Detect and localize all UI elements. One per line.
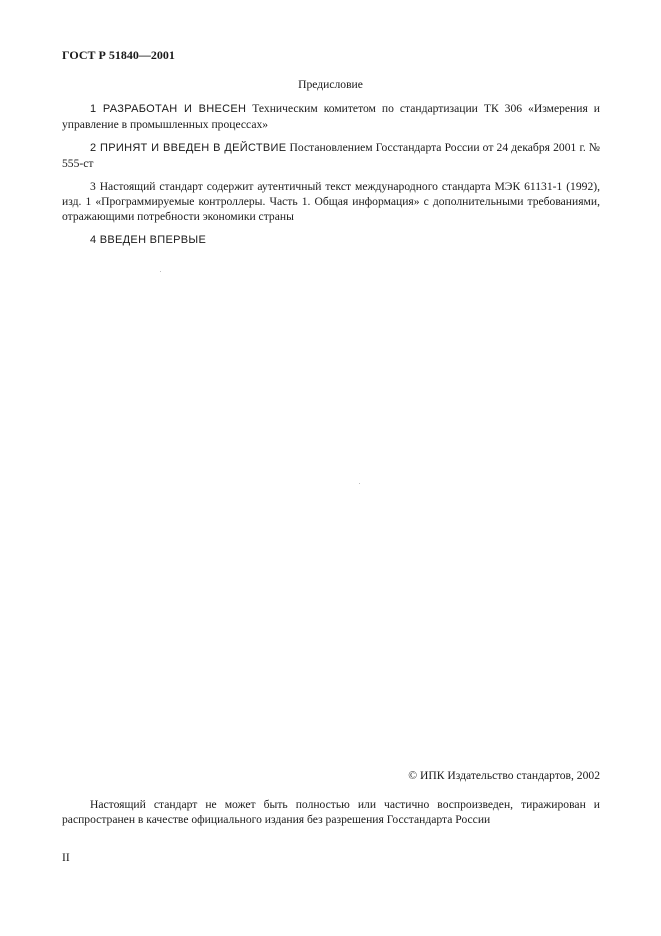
foreword-item-4-lead: 4 ВВЕДЕН ВПЕРВЫЕ bbox=[90, 234, 207, 246]
foreword-item-3 bbox=[62, 179, 600, 224]
document-code: ГОСТ Р 51840—2001 bbox=[62, 48, 175, 62]
foreword-item-4 bbox=[62, 232, 600, 248]
scan-speck bbox=[160, 271, 161, 272]
page-number: II bbox=[62, 851, 70, 864]
foreword-item-3-text: 3 Настоящий стандарт содержит аутентичный текст международного стандарта МЭК 61131-1 (1992), изд. 1 «Программируемые контроллеры. Часть 1. Общая информация» с дополнительными требованиями, отражающими потребности экономики страны bbox=[62, 180, 600, 223]
foreword-item-1 bbox=[62, 101, 600, 132]
scan-speck bbox=[359, 483, 360, 484]
foreword-item-1-text: Техническим комитетом по стандартизации ТК 306 «Измерения и управление в промышленных процессах» bbox=[62, 102, 600, 131]
foreword-item-2-lead: 2 ПРИНЯТ И ВВЕДЕН В ДЕЙСТВИЕ bbox=[90, 142, 287, 154]
reproduction-notice: Настоящий стандарт не может быть полностью или частично воспроизведен, тиражирован и распространен в качестве официального издания без разрешения Госстандарта России bbox=[62, 798, 600, 826]
foreword-item-2 bbox=[62, 140, 600, 171]
foreword-title: Предисловие bbox=[298, 78, 363, 91]
foreword-item-1-lead: 1 РАЗРАБОТАН И ВНЕСЕН bbox=[90, 103, 247, 115]
foreword-item-2-text: Постановлением Госстандарта России от 24 декабря 2001 г. № 555-ст bbox=[62, 141, 600, 170]
copyright-line: © ИПК Издательство стандартов, 2002 bbox=[408, 769, 600, 782]
